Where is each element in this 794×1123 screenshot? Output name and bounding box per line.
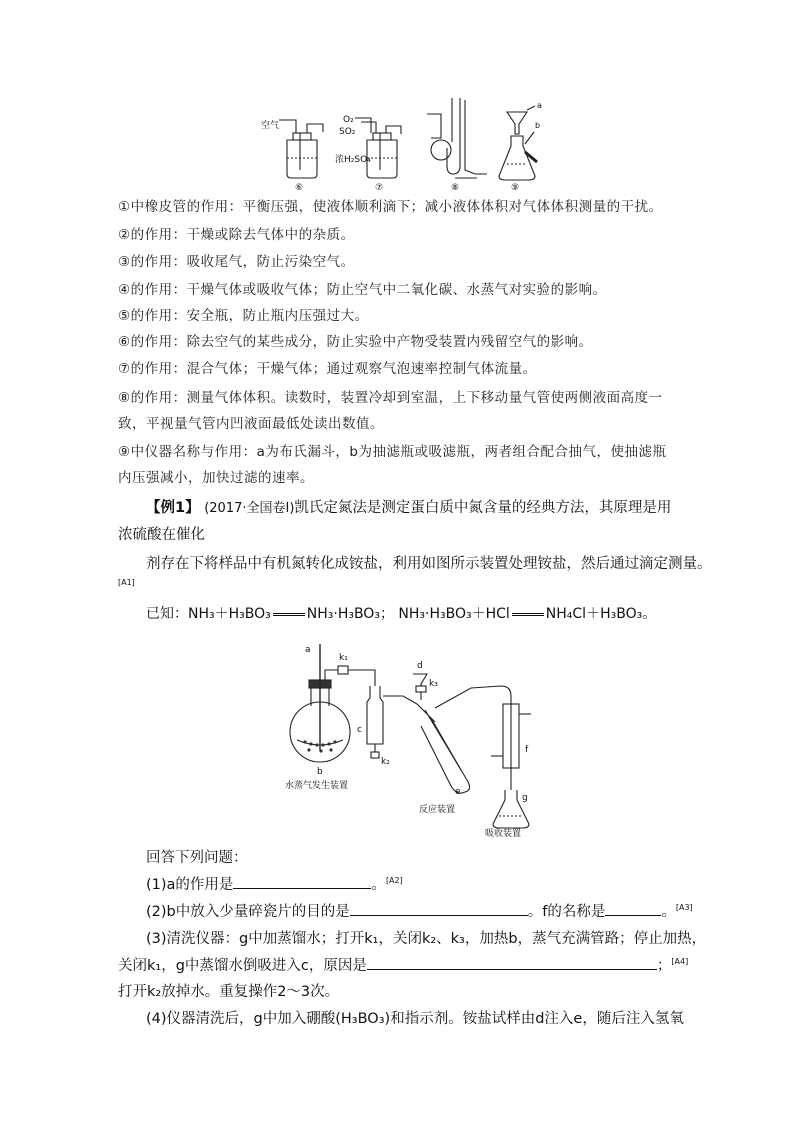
label-so2: SO₂ bbox=[339, 127, 356, 137]
question-3-line-1: (3)清洗仪器：g中加蒸馏水；打开k₁，关闭k₂、k₃，加热b，蒸气充满管路；停止加热， bbox=[146, 931, 707, 947]
mid-label-reaction: 反应装置 bbox=[419, 805, 456, 815]
note-1: ①中橡皮管的作用：平衡压强，使液体顺利滴下；减小液体体积对气体体积测量的干扰。 bbox=[118, 199, 663, 215]
q1-answer-blank[interactable] bbox=[233, 874, 371, 889]
note-8: ⑧的作用：测量气体体积。读数时，装置冷却到室温，上下移动量气管使两侧液面高度一致，平视量气管内凹液面最低处读出数值。 bbox=[118, 390, 663, 432]
example-source: (2017·全国卷Ⅰ) bbox=[204, 501, 295, 516]
mid-label-f: f bbox=[525, 745, 529, 755]
q3-end: ； bbox=[656, 958, 672, 974]
mid-label-g: g bbox=[522, 793, 528, 803]
example-text-1: 凯氏定氮法是测定蛋白质中氮含量的经典方法，其原理是用 bbox=[294, 500, 672, 516]
label-num6: ⑥ bbox=[295, 183, 304, 193]
note-6: ⑥的作用：除去空气的某些成分，防止实验中产物受装置内残留空气的影响。 bbox=[118, 334, 593, 350]
q2-text: (2)b中放入少量碎瓷片的目的是 bbox=[146, 904, 350, 920]
mid-label-k1: k₁ bbox=[339, 653, 348, 663]
mid-label-k3: k₃ bbox=[429, 679, 438, 689]
example-text-3: 剂存在下将样品中有机氮转化成铵盐，利用如图所示装置处理铵盐，然后通过滴定测量。 bbox=[146, 556, 712, 572]
known-equations bbox=[146, 603, 656, 623]
eq-arrow-1 bbox=[273, 613, 305, 616]
note-4: ④的作用：干燥气体或吸收气体；防止空气中二氧化碳、水蒸气对实验的影响。 bbox=[118, 282, 607, 298]
note-5: ⑤的作用：安全瓶，防止瓶内压强过大。 bbox=[118, 308, 369, 324]
example-line-2: 浓硫酸在催化 bbox=[118, 527, 205, 543]
note-7: ⑦的作用：混合气体；干燥气体；通过观察气泡速率控制气体流量。 bbox=[118, 361, 537, 377]
known-prefix: 已知： bbox=[146, 606, 188, 622]
mid-label-d: d bbox=[417, 661, 423, 671]
q1-text: (1)a的作用是 bbox=[146, 877, 234, 893]
eq2-right: NH₄Cl＋H₃BO₃。 bbox=[545, 606, 657, 622]
questions-intro: 回答下列问题： bbox=[146, 850, 248, 866]
q1-end: 。 bbox=[371, 877, 386, 893]
example-label: 【例1】 bbox=[146, 500, 200, 516]
eq-arrow-2 bbox=[512, 613, 544, 616]
q2-answer-blank-2[interactable] bbox=[605, 901, 661, 916]
apparatus-figure-top bbox=[255, 92, 542, 193]
q2-end: 。 bbox=[661, 904, 676, 920]
mid-label-a: a bbox=[305, 645, 311, 655]
label-num7: ⑦ bbox=[375, 183, 384, 193]
tag-a1: [A1] bbox=[118, 578, 135, 587]
note-3: ③的作用：吸收尾气，防止污染空气。 bbox=[118, 254, 355, 270]
question-3-line-3: 打开k₂放掉水。重复操作2～3次。 bbox=[118, 984, 340, 1000]
example-line-3 bbox=[146, 552, 712, 573]
q2-mid: 。f的名称是 bbox=[527, 904, 606, 920]
question-3-line-2 bbox=[118, 954, 688, 975]
apparatus-figure-kjeldahl bbox=[275, 640, 580, 838]
mid-label-k2: k₂ bbox=[381, 757, 390, 767]
example-line-1 bbox=[146, 496, 686, 517]
question-1 bbox=[146, 873, 403, 894]
note-9: ⑨中仪器名称与作用：a为布氏漏斗，b为抽滤瓶或吸滤瓶，两者组合配合抽气，使抽滤瓶内压强减小，加快过滤的速率。 bbox=[118, 444, 667, 486]
label-h2so4: 浓H₂SO₄ bbox=[335, 155, 371, 165]
eq1-left: NH₃＋H₃BO₃ bbox=[188, 606, 271, 622]
label-num8: ⑧ bbox=[451, 183, 460, 193]
q2-answer-blank-1[interactable] bbox=[350, 901, 528, 916]
label-num9: ⑨ bbox=[511, 183, 520, 193]
tag-a4: [A4] bbox=[671, 957, 689, 967]
mid-label-c: c bbox=[357, 725, 362, 735]
question-4-line-1: (4)仪器清洗后，g中加入硼酸(H₃BO₃)和指示剂。铵盐试样由d注入e，随后注入氢氧 bbox=[146, 1011, 684, 1027]
mid-label-steam: 水蒸气发生装置 bbox=[285, 781, 349, 791]
q3-text: 关闭k₁，g中蒸馏水倒吸进入c，原因是 bbox=[118, 958, 367, 974]
tag-a2: [A2] bbox=[385, 876, 403, 886]
note-2: ②的作用：干燥或除去气体中的杂质。 bbox=[118, 227, 355, 243]
label-o2: O₂ bbox=[343, 115, 354, 125]
q3-answer-blank[interactable] bbox=[367, 955, 657, 970]
mid-label-e: e bbox=[455, 787, 461, 797]
eq2-left: NH₃·H₃BO₃＋HCl bbox=[398, 606, 510, 622]
eq1-right: NH₃·H₃BO₃； bbox=[306, 606, 394, 622]
mid-label-b: b bbox=[317, 767, 323, 777]
mid-label-absorb: 吸收装置 bbox=[485, 829, 522, 839]
label-air: 空气 bbox=[261, 121, 280, 131]
tag-a3: [A3] bbox=[675, 903, 693, 913]
question-2 bbox=[146, 900, 693, 921]
label-a: a bbox=[537, 101, 542, 110]
label-b: b bbox=[535, 121, 541, 130]
